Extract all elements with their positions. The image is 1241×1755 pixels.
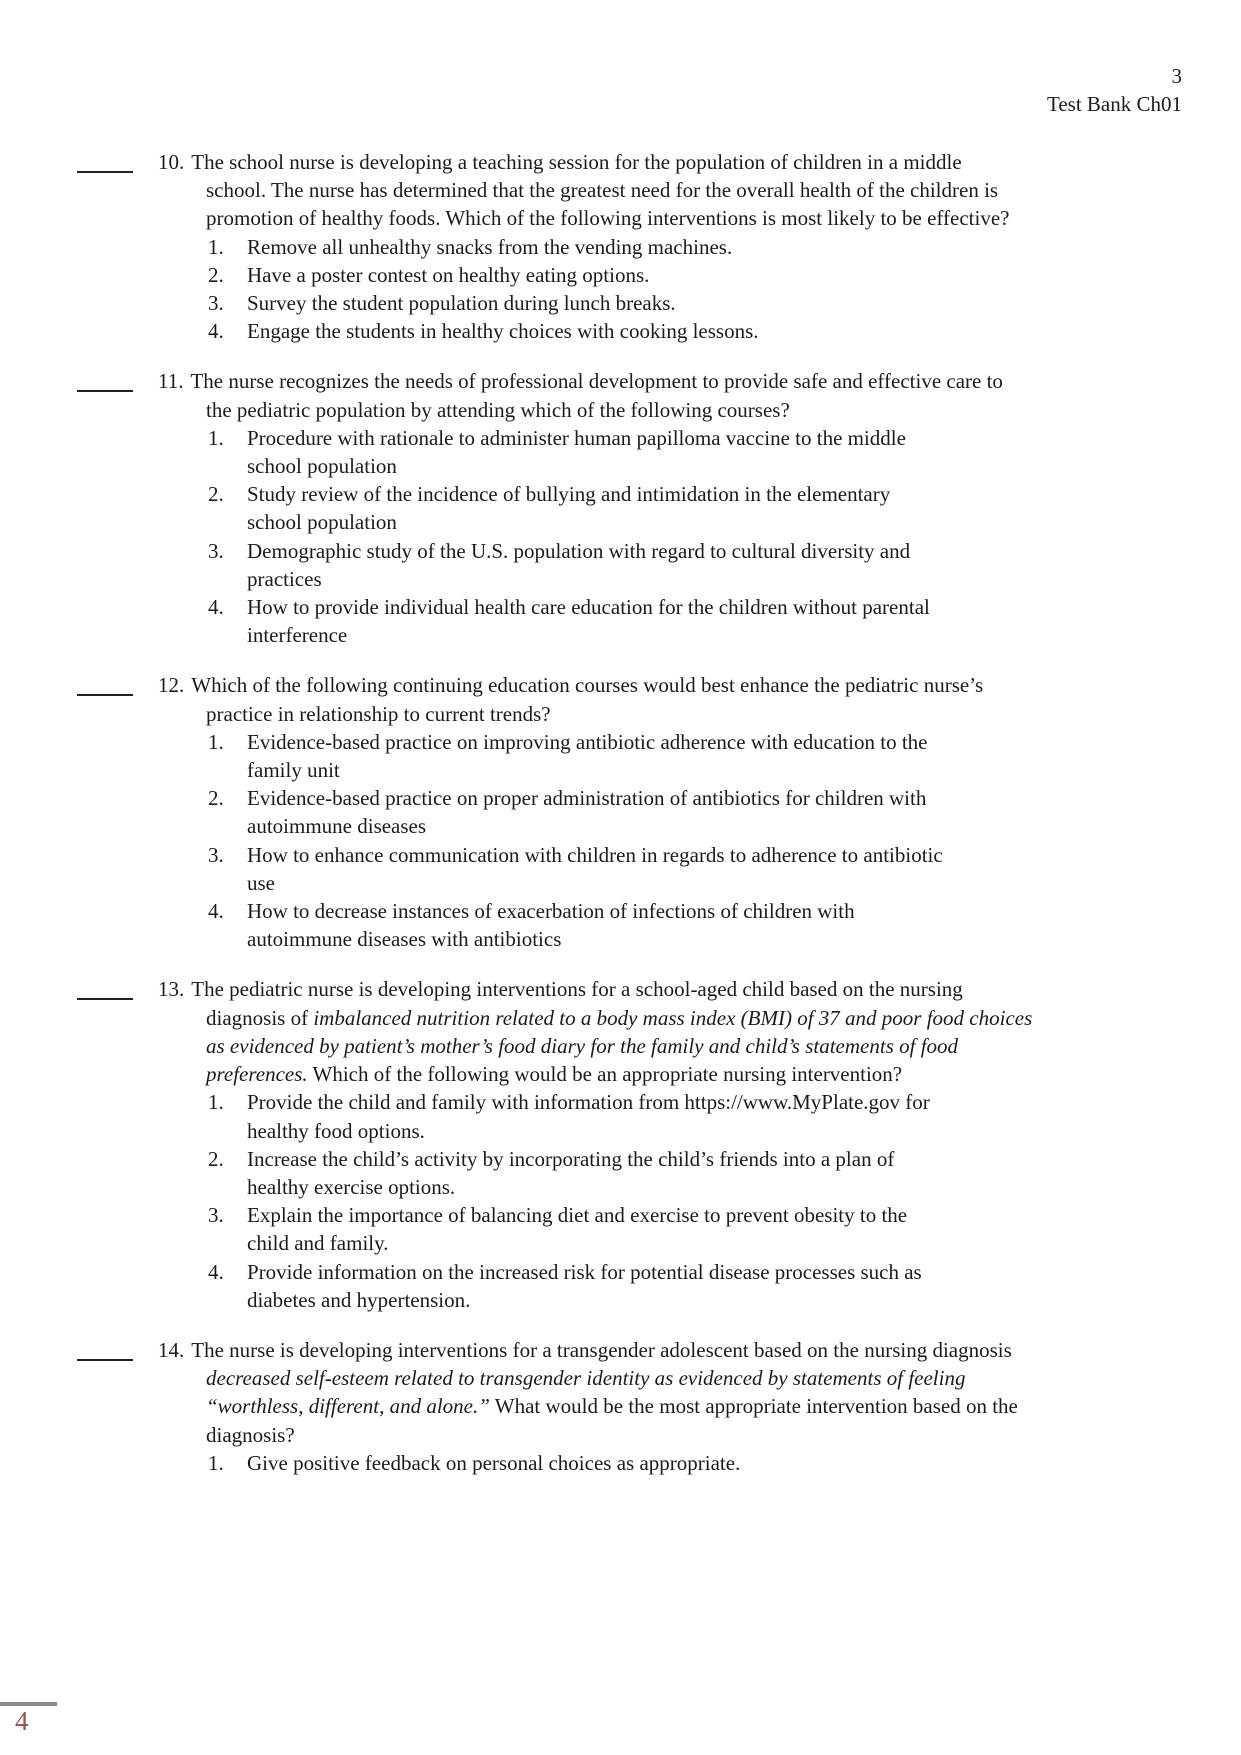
question-body	[158, 671, 1191, 953]
option-number: 1.	[208, 1090, 224, 1115]
page-number-top: 3	[1171, 64, 1182, 88]
answer-blank	[77, 977, 133, 1000]
option-continuation-line: autoimmune diseases with antibiotics	[247, 927, 562, 952]
question-stem-line	[206, 176, 1191, 204]
option-number: 4.	[208, 319, 224, 344]
option-text: Demographic study of the U.S. population with regard to cultural diversity and	[247, 538, 911, 563]
option-number: 3.	[208, 842, 224, 867]
stem-text-segment: practice in relationship to current trends?	[206, 701, 551, 726]
question-stem-line	[158, 975, 1191, 1003]
question-block	[0, 975, 1241, 1313]
stem-text-segment: diagnosis?	[206, 1422, 295, 1447]
question-stem-line	[206, 204, 1191, 232]
option-line	[208, 537, 1191, 565]
question-number: 10.	[158, 150, 185, 174]
option-number: 4.	[208, 595, 224, 620]
question-stem-line	[158, 367, 1191, 395]
question-block	[0, 367, 1241, 649]
option-number: 1.	[208, 729, 224, 754]
option-line	[208, 593, 1191, 621]
question-block	[0, 671, 1241, 953]
stem-text-segment: What would be the most appropriate intervention based on the	[489, 1394, 1018, 1419]
option-line	[208, 1449, 1191, 1477]
stem-text-segment: promotion of healthy foods. Which of the following interventions is most likely to be effective?	[206, 206, 1010, 231]
stem-text-segment: “worthless, different, and alone.”	[206, 1394, 490, 1419]
option-line	[208, 261, 1191, 289]
question-body	[158, 367, 1191, 649]
question-stem-line	[206, 1004, 1191, 1032]
option-text: Survey the student population during lunch breaks.	[247, 291, 676, 316]
question-body	[158, 148, 1191, 345]
question-stem-line	[158, 1336, 1191, 1364]
option-number: 4.	[208, 1259, 224, 1284]
option-continuation-line: family unit	[247, 758, 340, 783]
option-text: How to provide individual health care education for the children without parental	[247, 595, 930, 620]
stem-text-segment: The nurse is developing interventions for a transgender adolescent based on the nursing diagnosis	[191, 1337, 1012, 1362]
answer-blank	[77, 369, 133, 392]
stem-text-segment: The nurse recognizes the needs of professional development to provide safe and effective care to	[190, 369, 1003, 394]
question-block	[0, 1336, 1241, 1477]
option-text: Study review of the incidence of bullying and intimidation in the elementary	[247, 482, 891, 507]
option-continuation-line: healthy exercise options.	[247, 1174, 456, 1199]
option-number: 1.	[208, 234, 224, 259]
page-header	[1047, 62, 1182, 118]
stem-text-segment: Which of the following continuing education courses would best enhance the pediatric nurse’s	[191, 673, 984, 698]
option-line	[208, 480, 1191, 508]
stem-text-segment: the pediatric population by attending which of the following courses?	[206, 397, 790, 422]
option-line	[208, 1088, 1191, 1116]
option-line	[208, 1258, 1191, 1286]
option-line	[208, 317, 1191, 345]
option-number: 2.	[208, 1146, 224, 1171]
option-line	[208, 728, 1191, 756]
question-stem-line	[206, 1060, 1191, 1088]
option-line	[208, 897, 1191, 925]
question-stem-line	[158, 148, 1191, 176]
stem-text-segment: The school nurse is developing a teaching session for the population of children in a middle	[191, 150, 962, 174]
option-number: 1.	[208, 425, 224, 450]
answer-blank	[77, 1338, 133, 1361]
stem-text-segment: decreased self-esteem related to transgender identity as evidenced by statements of feeling	[206, 1366, 966, 1391]
stem-text-segment: school. The nurse has determined that the greatest need for the overall health of the children is	[206, 178, 999, 203]
option-number: 3.	[208, 1203, 224, 1228]
option-continuation-line: autoimmune diseases	[247, 814, 427, 839]
stem-text-segment: Which of the following would be an appropriate nursing intervention?	[307, 1062, 903, 1087]
option-number: 2.	[208, 482, 224, 507]
option-line	[208, 289, 1191, 317]
option-text: Provide the child and family with information from https://www.MyPlate.gov for	[247, 1090, 930, 1115]
option-continuation-line: healthy food options.	[247, 1118, 425, 1143]
stem-text-segment: as evidenced by patient’s mother’s food diary for the family and child’s statements of food	[206, 1033, 959, 1058]
option-continuation-line: school population	[247, 510, 397, 535]
questions	[0, 148, 1241, 1499]
option-text: Provide information on the increased risk for potential disease processes such as	[247, 1259, 922, 1284]
question-stem-line	[206, 700, 1191, 728]
option-line	[208, 233, 1191, 261]
option-line	[208, 841, 1191, 869]
question-stem-line	[206, 1421, 1191, 1449]
option-text: Explain the importance of balancing diet and exercise to prevent obesity to the	[247, 1203, 908, 1228]
stem-text-segment: diagnosis of	[206, 1005, 314, 1030]
option-text: Procedure with rationale to administer human papilloma vaccine to the middle	[247, 425, 906, 450]
option-text: Have a poster contest on healthy eating options.	[247, 262, 650, 287]
question-body	[158, 975, 1191, 1313]
question-stem-line	[206, 1392, 1191, 1420]
answer-blank	[77, 150, 133, 173]
option-text: Evidence-based practice on proper administration of antibiotics for children with	[247, 786, 927, 811]
stem-text-segment: The pediatric nurse is developing interventions for a school-aged child based on the nursing	[191, 977, 963, 1002]
header-title: Test Bank Ch01	[1046, 92, 1182, 116]
option-continuation-line: practices	[247, 566, 322, 591]
option-number: 1.	[208, 1450, 224, 1475]
option-number: 2.	[208, 786, 224, 811]
question-stem-line	[206, 1364, 1191, 1392]
option-number: 4.	[208, 899, 224, 924]
option-line	[208, 784, 1191, 812]
option-text: Give positive feedback on personal choices as appropriate.	[247, 1450, 741, 1475]
question-stem-line	[158, 671, 1191, 699]
option-continuation-line: child and family.	[247, 1231, 389, 1256]
option-continuation-line: use	[247, 870, 275, 895]
option-number: 2.	[208, 262, 224, 287]
option-continuation-line: diabetes and hypertension.	[247, 1287, 471, 1312]
question-stem-line	[206, 396, 1191, 424]
question-body	[158, 1336, 1191, 1477]
option-text: Evidence-based practice on improving antibiotic adherence with education to the	[247, 729, 928, 754]
question-number: 13.	[158, 977, 185, 1002]
option-text: Increase the child’s activity by incorporating the child’s friends into a plan of	[247, 1146, 895, 1171]
option-line	[208, 424, 1191, 452]
option-continuation-line: school population	[247, 454, 397, 479]
stem-text-segment: preferences.	[206, 1062, 308, 1087]
option-text: How to decrease instances of exacerbation of infections of children with	[247, 899, 855, 924]
option-text: How to enhance communication with children in regards to adherence to antibiotic	[247, 842, 943, 867]
option-text: Remove all unhealthy snacks from the vending machines.	[247, 234, 733, 259]
option-line	[208, 1201, 1191, 1229]
answer-blank	[77, 673, 133, 696]
option-number: 3.	[208, 291, 224, 316]
question-block	[0, 148, 1241, 345]
footer-page-number: 4	[15, 1706, 29, 1736]
question-number: 14.	[158, 1337, 185, 1362]
option-continuation-line: interference	[247, 623, 348, 648]
option-number: 3.	[208, 538, 224, 563]
option-text: Engage the students in healthy choices with cooking lessons.	[247, 319, 759, 344]
question-stem-line	[206, 1032, 1191, 1060]
stem-text-segment: imbalanced nutrition related to a body mass index (BMI) of 37 and poor food choices	[313, 1005, 1033, 1030]
question-number: 12.	[158, 673, 185, 698]
option-line	[208, 1145, 1191, 1173]
question-number: 11.	[158, 369, 184, 394]
